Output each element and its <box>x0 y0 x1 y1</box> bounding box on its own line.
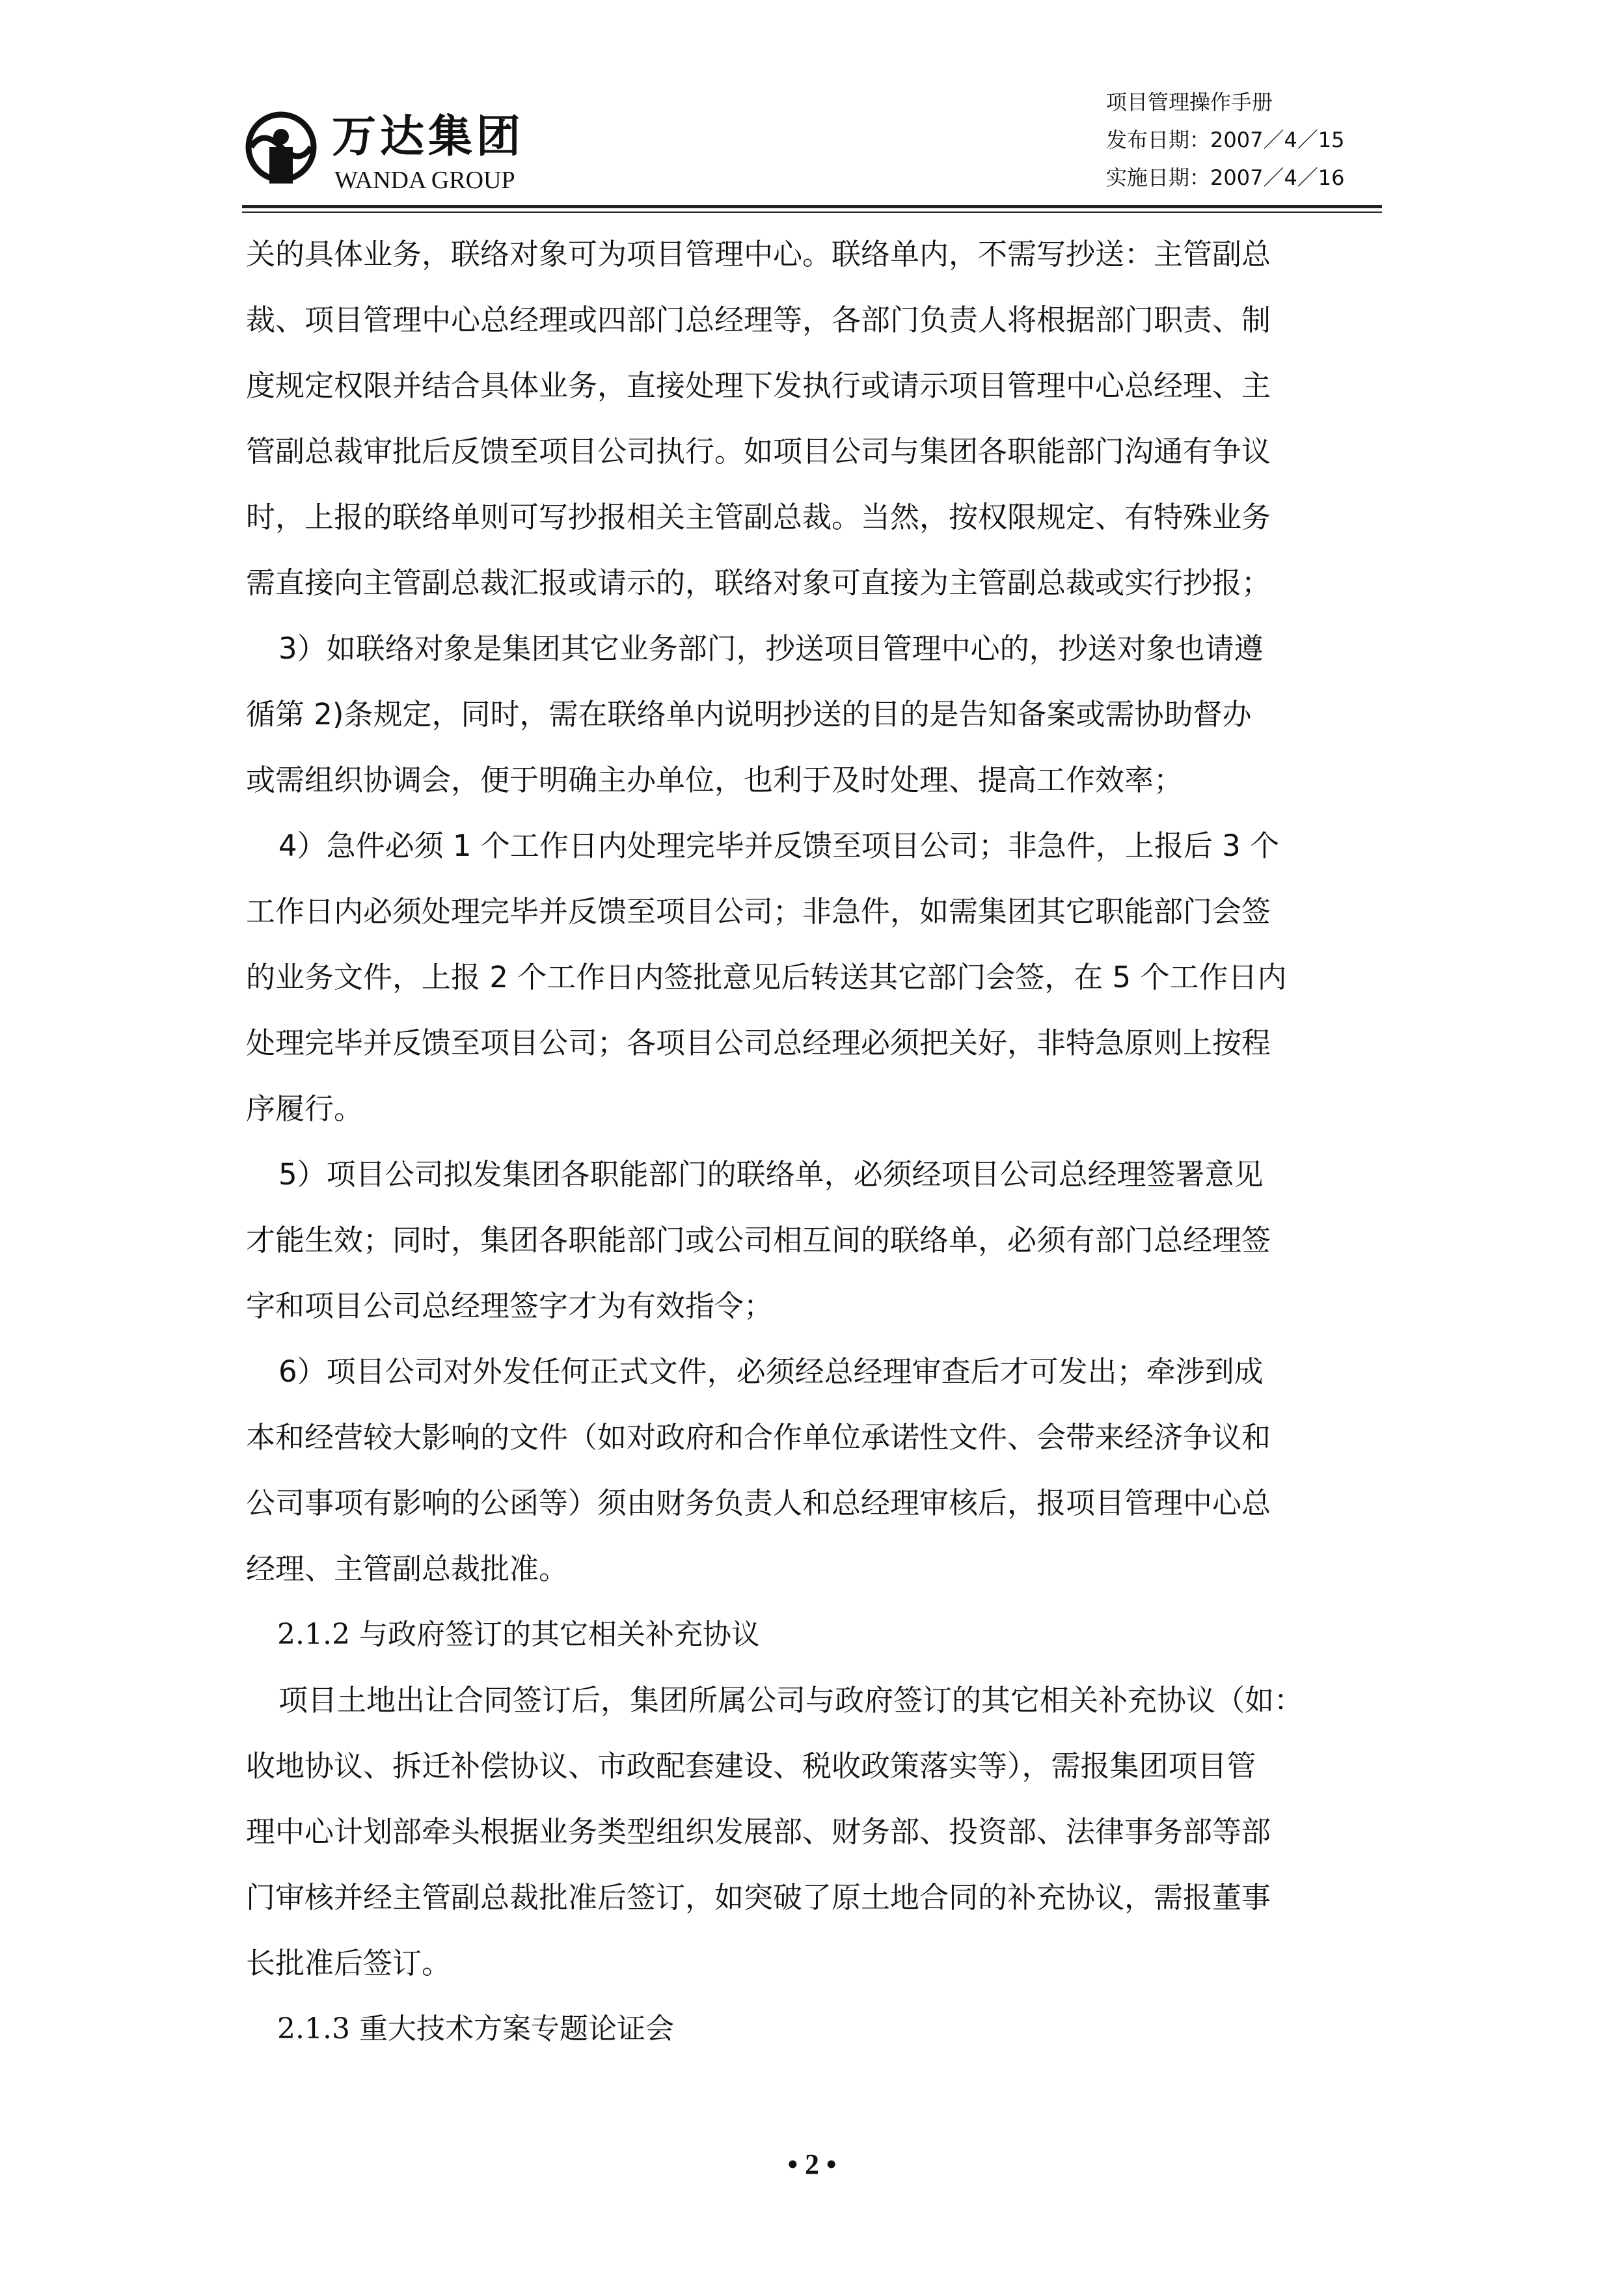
publish-date: 发布日期：2007／4／15 <box>1106 128 1345 152</box>
text-line: 收地协议、拆迁补偿协议、市政配套建设、税收政策落实等），需报集团项目管 <box>246 1749 1256 1783</box>
text-line: 门审核并经主管副总裁批准后签订，如突破了原土地合同的补充协议，需报董事 <box>246 1880 1271 1915</box>
section-heading: 2.1.2 与政府签订的其它相关补充协议 <box>277 1618 760 1651</box>
text-line: 关的具体业务，联络对象可为项目管理中心。联络单内，不需写抄送：主管副总 <box>246 237 1271 271</box>
text-line: 理中心计划部牵头根据业务类型组织发展部、财务部、投资部、法律事务部等部 <box>246 1814 1271 1849</box>
header-rule-thin <box>242 212 1382 213</box>
text-line: 3）如联络对象是集团其它业务部门，抄送项目管理中心的，抄送对象也请遵 <box>278 631 1264 666</box>
text-line: 经理、主管副总裁批准。 <box>246 1552 569 1586</box>
text-line: 项目土地出让合同签订后，集团所属公司与政府签订的其它相关补充协议（如： <box>278 1683 1304 1717</box>
text-line: 时，上报的联络单则可写抄报相关主管副总裁。当然，按权限规定、有特殊业务 <box>246 500 1271 534</box>
manual-title: 项目管理操作手册 <box>1106 90 1273 115</box>
text-line: 度规定权限并结合具体业务，直接处理下发执行或请示项目管理中心总经理、主 <box>246 368 1271 403</box>
logo-chinese-name: 万达集团 <box>332 111 525 163</box>
effective-date: 实施日期：2007／4／16 <box>1106 165 1345 190</box>
text-line: 循第 2)条规定，同时，需在联络单内说明抄送的目的是告知备案或需协助督办 <box>246 697 1252 731</box>
wanda-logo-icon <box>242 109 320 189</box>
text-line: 长批准后签订。 <box>246 1946 452 1980</box>
text-line: 处理完毕并反馈至项目公司；各项目公司总经理必须把关好，非特急原则上按程 <box>246 1026 1271 1060</box>
text-line: 或需组织协调会，便于明确主办单位，也利于及时处理、提高工作效率； <box>246 763 1184 797</box>
text-line: 需直接向主管副总裁汇报或请示的，联络对象可直接为主管副总裁或实行抄报； <box>246 566 1271 600</box>
text-line: 管副总裁审批后反馈至项目公司执行。如项目公司与集团各职能部门沟通有争议 <box>246 434 1271 469</box>
logo-english-name: WANDA GROUP <box>334 167 515 194</box>
page-header <box>0 0 1624 215</box>
text-line: 序履行。 <box>246 1091 364 1126</box>
page-number: • 2 • <box>787 2148 837 2180</box>
document-body <box>246 221 1385 2062</box>
section-heading: 2.1.3 重大技术方案专题论证会 <box>277 2012 674 2045</box>
text-line: 5）项目公司拟发集团各职能部门的联络单，必须经项目公司总经理签署意见 <box>278 1157 1264 1192</box>
text-line: 才能生效；同时，集团各职能部门或公司相互间的联络单，必须有部门总经理签 <box>246 1223 1271 1257</box>
text-line: 字和项目公司总经理签字才为有效指令； <box>246 1289 774 1323</box>
header-rule-thick <box>242 205 1382 208</box>
text-line: 4）急件必须 1 个工作日内处理完毕并反馈至项目公司；非急件，上报后 3 个 <box>278 828 1280 863</box>
text-line: 的业务文件，上报 2 个工作日内签批意见后转送其它部门会签，在 5 个工作日内 <box>246 960 1287 994</box>
text-line: 6）项目公司对外发任何正式文件，必须经总经理审查后才可发出；牵涉到成 <box>278 1354 1264 1389</box>
text-line: 公司事项有影响的公函等）须由财务负责人和总经理审核后，报项目管理中心总 <box>246 1486 1271 1520</box>
document-meta <box>1106 83 1345 197</box>
text-line: 本和经营较大影响的文件（如对政府和合作单位承诺性文件、会带来经济争议和 <box>246 1420 1271 1455</box>
text-line: 裁、项目管理中心总经理或四部门总经理等，各部门负责人将根据部门职责、制 <box>246 303 1271 337</box>
text-line: 工作日内必须处理完毕并反馈至项目公司；非急件，如需集团其它职能部门会签 <box>246 894 1271 929</box>
